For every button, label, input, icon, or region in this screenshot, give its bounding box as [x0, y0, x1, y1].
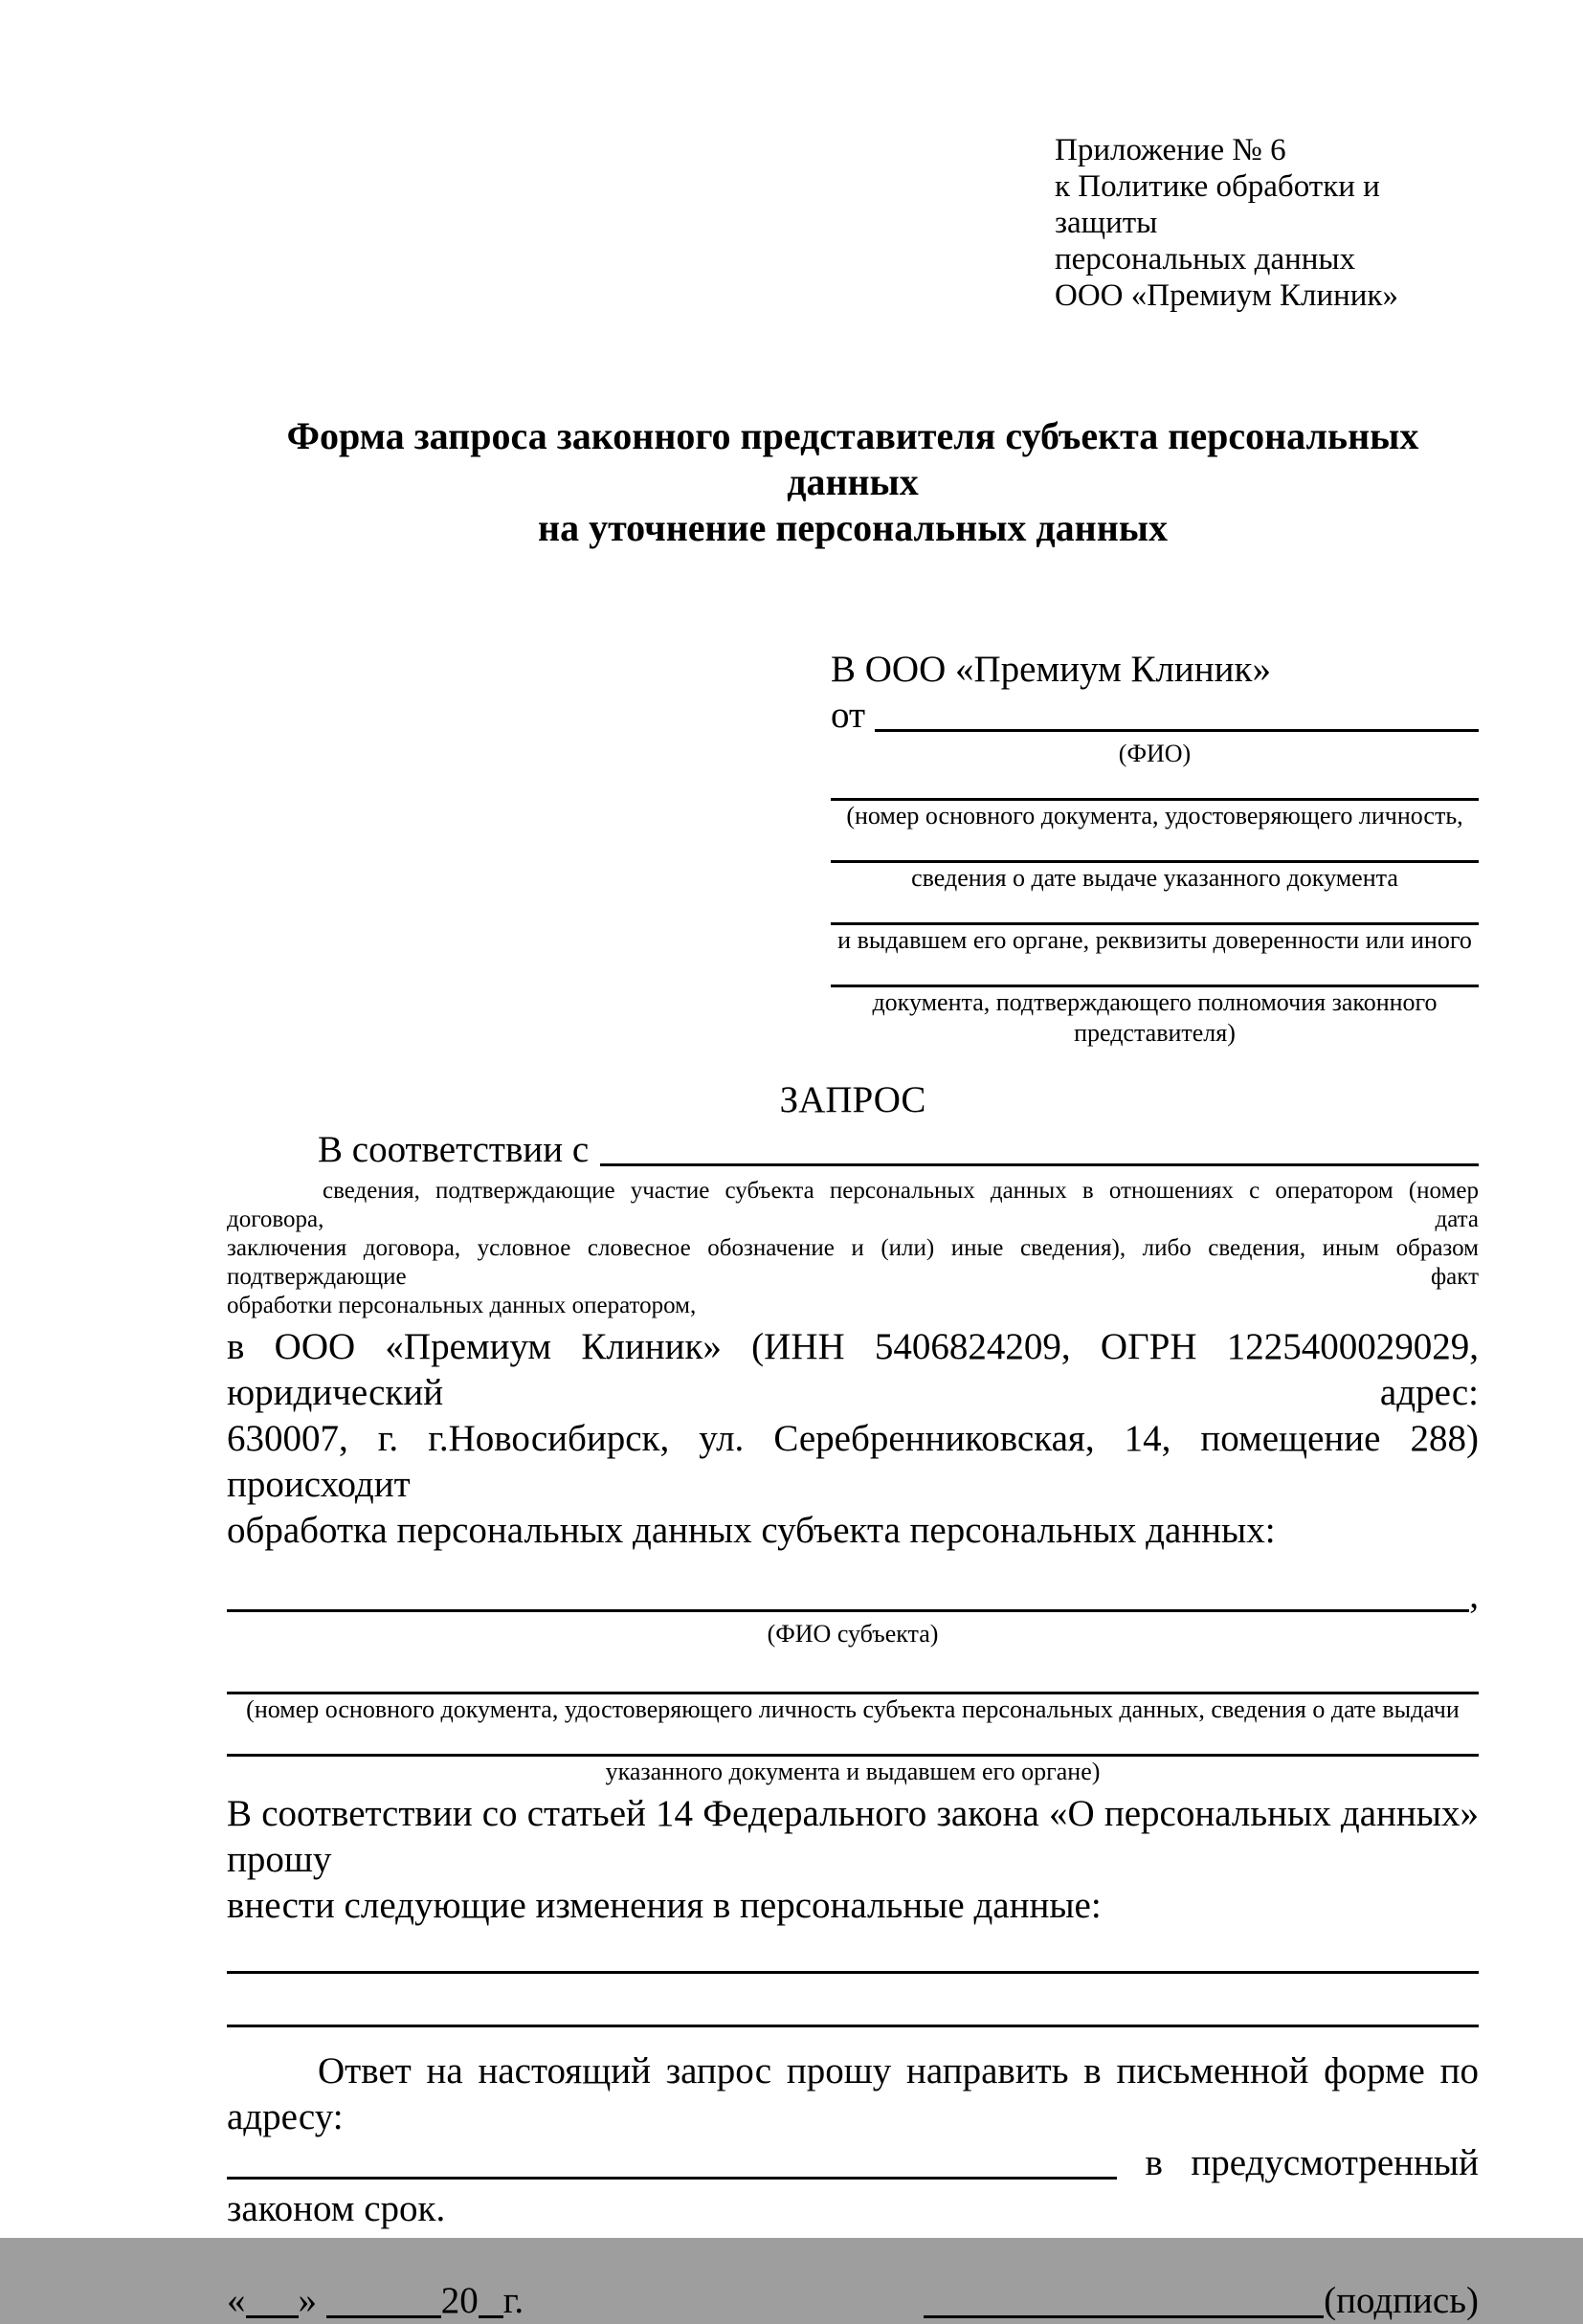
subject-doc-field-line-1[interactable] [227, 1663, 1479, 1694]
law-paragraph-line-2: внести следующие изменения в персональные данные: [227, 1885, 1102, 1926]
operator-paragraph-line-3: обработка персональных данных субъекта персональных данных: [227, 1510, 1276, 1551]
date-year-prefix: 20 [440, 2280, 479, 2321]
law-paragraph-line-1: В соответствии со статьей 14 Федерального закона «О персональных данных» прошу [227, 1793, 1479, 1880]
footnote-line-3: обработки персональных данных оператором, [227, 1293, 697, 1318]
subject-fio-caption: (ФИО субъекта) [767, 1620, 939, 1648]
accordance-footnote [227, 1177, 1479, 1320]
representative-doc-field-line-3[interactable] [831, 894, 1479, 925]
appendix-line-3: персональных данных [1055, 242, 1356, 277]
subject-doc-caption-2: указанного документа и выдавшем его органе) [605, 1758, 1101, 1785]
accordance-label: В соответствии с [318, 1129, 590, 1170]
signoff-row [227, 2278, 1479, 2324]
form-title-line-1: Форма запроса законного представителя субъекта персональных данных [286, 414, 1419, 503]
footnote-line-2: заключения договора, условное словесное обозначение и (или) иные сведения), либо сведения, иным образом подтверждающие факт [227, 1235, 1479, 1290]
representative-doc-field-line-2[interactable] [831, 831, 1479, 863]
representative-doc-caption-2: сведения о дате выдаче указанного документа [911, 864, 1398, 892]
subject-doc-caption-1: (номер основного документа, удостоверяющего личность субъекта персональных данных, сведения о дате выдачи [246, 1695, 1460, 1723]
signature-caption: (подпись) [1324, 2280, 1479, 2321]
answer-line-3: законом срок. [227, 2188, 446, 2229]
address-field-line[interactable] [227, 2177, 1117, 2180]
operator-paragraph [227, 1324, 1479, 1554]
accordance-field-line[interactable] [600, 1163, 1479, 1166]
answer-word-predusmotrenny: предусмотренный [1191, 2142, 1479, 2183]
answer-paragraph [227, 2048, 1479, 2232]
appendix-line-4: ООО «Премиум Клиник» [1055, 278, 1398, 313]
date-day-field-line[interactable] [246, 2315, 299, 2318]
request-heading: ЗАПРОС [779, 1079, 926, 1120]
changes-field-line-2[interactable] [227, 2025, 1479, 2027]
representative-doc-field-line-4[interactable] [831, 956, 1479, 987]
changes-field-line-1[interactable] [227, 1971, 1479, 1974]
date-group [227, 2278, 524, 2324]
subject-fio-field-line[interactable] [227, 1609, 1469, 1612]
signature-group [924, 2278, 1479, 2324]
footnote-line-1: сведения, подтверждающие участие субъекта персональных данных в отношениях с оператором (номер договора, дата [227, 1178, 1479, 1232]
answer-word-v: в [1145, 2142, 1163, 2183]
appendix-line-1: Приложение № 6 [1055, 133, 1286, 167]
representative-doc-field-line-1[interactable] [831, 769, 1479, 801]
appendix-block [1055, 132, 1479, 314]
fio-caption: (ФИО) [1118, 740, 1192, 767]
date-month-field-line[interactable] [326, 2315, 441, 2318]
from-label: от [831, 695, 866, 736]
addressee-organization: В ООО «Премиум Клиник» [831, 649, 1271, 690]
date-year-suffix: г. [502, 2280, 524, 2321]
date-close-quote: » [298, 2280, 317, 2321]
law-paragraph [227, 1791, 1479, 1929]
appendix-line-2: к Политике обработки и защиты [1055, 169, 1380, 240]
representative-doc-caption-3: и выдавшем его органе, реквизиты доверенности или иного [837, 926, 1472, 954]
subject-doc-field-line-2[interactable] [227, 1725, 1479, 1757]
representative-fio-field-line[interactable] [875, 729, 1479, 732]
form-title [227, 413, 1479, 551]
representative-doc-caption-4: документа, подтверждающего полномочия законного представителя) [872, 988, 1438, 1047]
signature-field-line[interactable] [924, 2315, 1324, 2318]
date-open-quote: « [227, 2280, 246, 2321]
trailing-comma: , [1469, 1575, 1479, 1616]
operator-paragraph-line-1: в ООО «Премиум Клиник» (ИНН 5406824209, ОГРН 1225400029029, юридический адрес: [227, 1326, 1479, 1413]
form-title-line-2: на уточнение персональных данных [538, 506, 1168, 549]
addressee-block [831, 647, 1479, 1049]
operator-paragraph-line-2: 630007, г. г.Новосибирск, ул. Серебренниковская, 14, помещение 288) происходит [227, 1418, 1479, 1505]
representative-doc-caption-1: (номер основного документа, удостоверяющего личность, [846, 802, 1463, 830]
date-year-field-line[interactable] [479, 2315, 503, 2318]
answer-line-1: Ответ на настоящий запрос прошу направить в письменной форме по адресу: [227, 2050, 1479, 2137]
